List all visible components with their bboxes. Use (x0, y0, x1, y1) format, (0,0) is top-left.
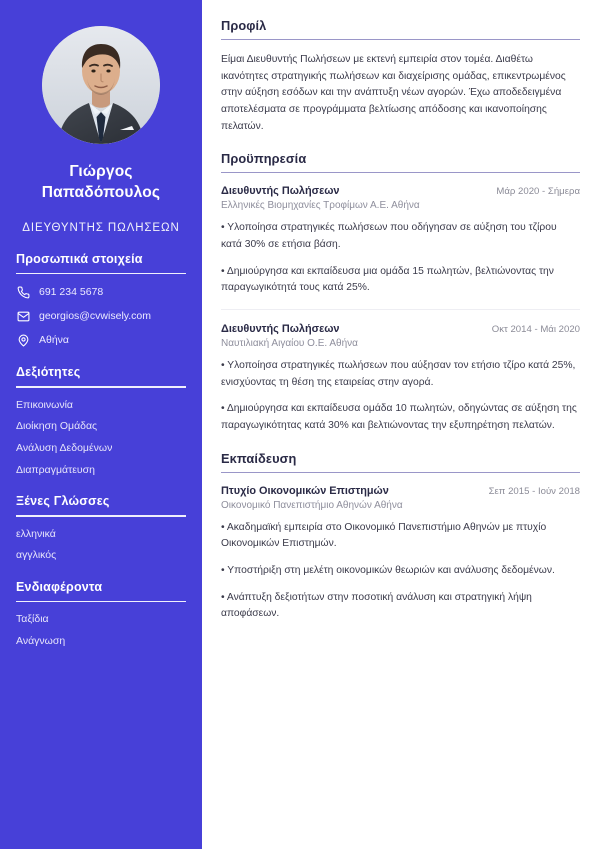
list-item: Ταξίδια (16, 613, 49, 626)
list-item: Ανάγνωση (16, 635, 66, 647)
languages-heading: Ξένες Γλώσσες (16, 494, 110, 509)
education-heading: Εκπαίδευση (221, 450, 297, 466)
list-item: ελληνικά (16, 527, 56, 540)
skills-section (0, 365, 202, 476)
education-entry (221, 485, 580, 623)
entry-bullet: • Δημιούργησα και εκπαίδευσα μια ομάδα 15 πωλητών, βελτιώνοντας την παραγωγικότητά τους κατά 25%. (221, 265, 554, 294)
entry-subtitle: Οικονομικό Πανεπιστήμιο Αθηνών Αθήνα (221, 499, 403, 511)
languages-divider (16, 515, 186, 517)
email-value: georgios@cvwisely.com (39, 310, 151, 323)
entry-separator (221, 309, 580, 310)
avatar-container (0, 26, 202, 144)
interests-divider (16, 601, 186, 603)
entry-dates: Μάρ 2020 - Σήμερα (496, 186, 580, 198)
profile-heading: Προφίλ (221, 18, 267, 33)
profile-divider (221, 39, 580, 40)
full-name (0, 162, 202, 204)
education-section (221, 451, 580, 623)
entry-bullet: • Υλοποίησα στρατηγικές πωλήσεων που αύξησαν τον ετήσιο τζίρο κατά 25%, ενισχύοντας τη θέση της εταιρείας στην αγορά. (221, 360, 576, 388)
first-name: Γιώργος (69, 163, 133, 180)
contact-divider (16, 273, 186, 275)
entry-bullet: • Υλοποίησα στρατηγικές πωλήσεων που οδήγησαν σε αύξηση του τζίρου κατά 30% σε ετήσια βάση. (221, 222, 557, 251)
entry-subtitle: Ναυτιλιακή Αιγαίου Ο.Ε. Αθήνα (221, 338, 358, 350)
experience-heading: Προϋπηρεσία (221, 151, 307, 167)
entry-dates: Οκτ 2014 - Μάι 2020 (491, 324, 580, 336)
interests-heading: Ενδιαφέροντα (16, 579, 103, 594)
entry-title: Διευθυντής Πωλήσεων (221, 323, 340, 336)
experience-entry (221, 185, 580, 297)
entry-bullet: • Δημιούργησα και εκπαίδευσα ομάδα 10 πωλητών, οδηγώντας σε αύξηση της παραγωγικότητας κατά 30% και βελτιώνοντας την εξυπηρέτηση πελατών. (221, 403, 577, 432)
entry-subtitle: Ελληνικές Βιομηχανίες Τροφίμων Α.Ε. Αθήνα (221, 200, 420, 212)
experience-section (221, 151, 580, 434)
experience-divider (221, 172, 580, 173)
education-divider (221, 472, 580, 473)
list-item: Ανάλυση Δεδομένων (16, 442, 113, 455)
contact-email[interactable] (16, 309, 186, 323)
entry-header (221, 185, 580, 197)
skills-divider (16, 386, 186, 388)
contact-section (0, 252, 202, 348)
location-pin-icon (16, 333, 30, 347)
contact-phone[interactable] (16, 285, 186, 299)
entry-title: Πτυχίο Οικονομικών Επιστημών (221, 484, 389, 497)
sidebar (0, 0, 202, 849)
interests-section (0, 580, 202, 648)
languages-section (0, 494, 202, 562)
entry-bullet: • Υποστήριξη στη μελέτη οικονομικών θεωριών και ανάλυσης δεδομένων. (221, 565, 555, 577)
phone-icon (16, 285, 30, 299)
list-item: Επικοινωνία (16, 398, 73, 411)
list-item: αγγλικός (16, 549, 57, 562)
job-title: ΔΙΕΥΘΥΝΤΗΣ ΠΩΛΗΣΕΩΝ (22, 221, 180, 234)
entry-header (221, 485, 580, 497)
list-item: Διαπραγμάτευση (16, 463, 95, 476)
profile-section (221, 18, 580, 135)
contact-heading: Προσωπικά στοιχεία (16, 251, 143, 266)
location-value: Αθήνα (39, 334, 70, 347)
entry-bullet: • Ανάπτυξη δεξιοτήτων στην ποσοτική ανάλυση και στρατηγική λήψη αποφάσεων. (221, 591, 532, 620)
contact-location[interactable] (16, 333, 186, 347)
entry-dates: Σεπ 2015 - Ιούν 2018 (488, 485, 580, 497)
envelope-icon (16, 309, 30, 323)
entry-header (221, 323, 580, 335)
phone-value: 691 234 5678 (39, 286, 104, 299)
last-name: Παπαδόπουλος (41, 183, 161, 201)
avatar (42, 26, 160, 144)
experience-entry (221, 323, 580, 435)
skills-heading: Δεξιότητες (16, 365, 81, 380)
list-item: Διοίκηση Ομάδας (16, 420, 98, 433)
entry-bullet: • Ακαδημαϊκή εμπειρία στο Οικονομικό Πανεπιστήμιο Αθηνών με πτυχίο Οικονομικών Επιστημών. (221, 521, 547, 550)
main-content (202, 0, 600, 849)
entry-title: Διευθυντής Πωλήσεων (221, 185, 340, 198)
profile-text: Είμαι Διευθυντής Πωλήσεων με εκτενή εμπειρία στον τομέα. Διαθέτω ικανότητες στρατηγικής πωλήσεων και διαχείρισης ομάδας, επικεντρωμένος στην αύξηση εσόδων και την ανάπτυξη νέων αγορών. Έχω αποδεδειγμένα αποτελέσματα σε προγράμματα βελτίωσης απόδοσης και ικανοποίησης πελατών. (221, 54, 566, 132)
